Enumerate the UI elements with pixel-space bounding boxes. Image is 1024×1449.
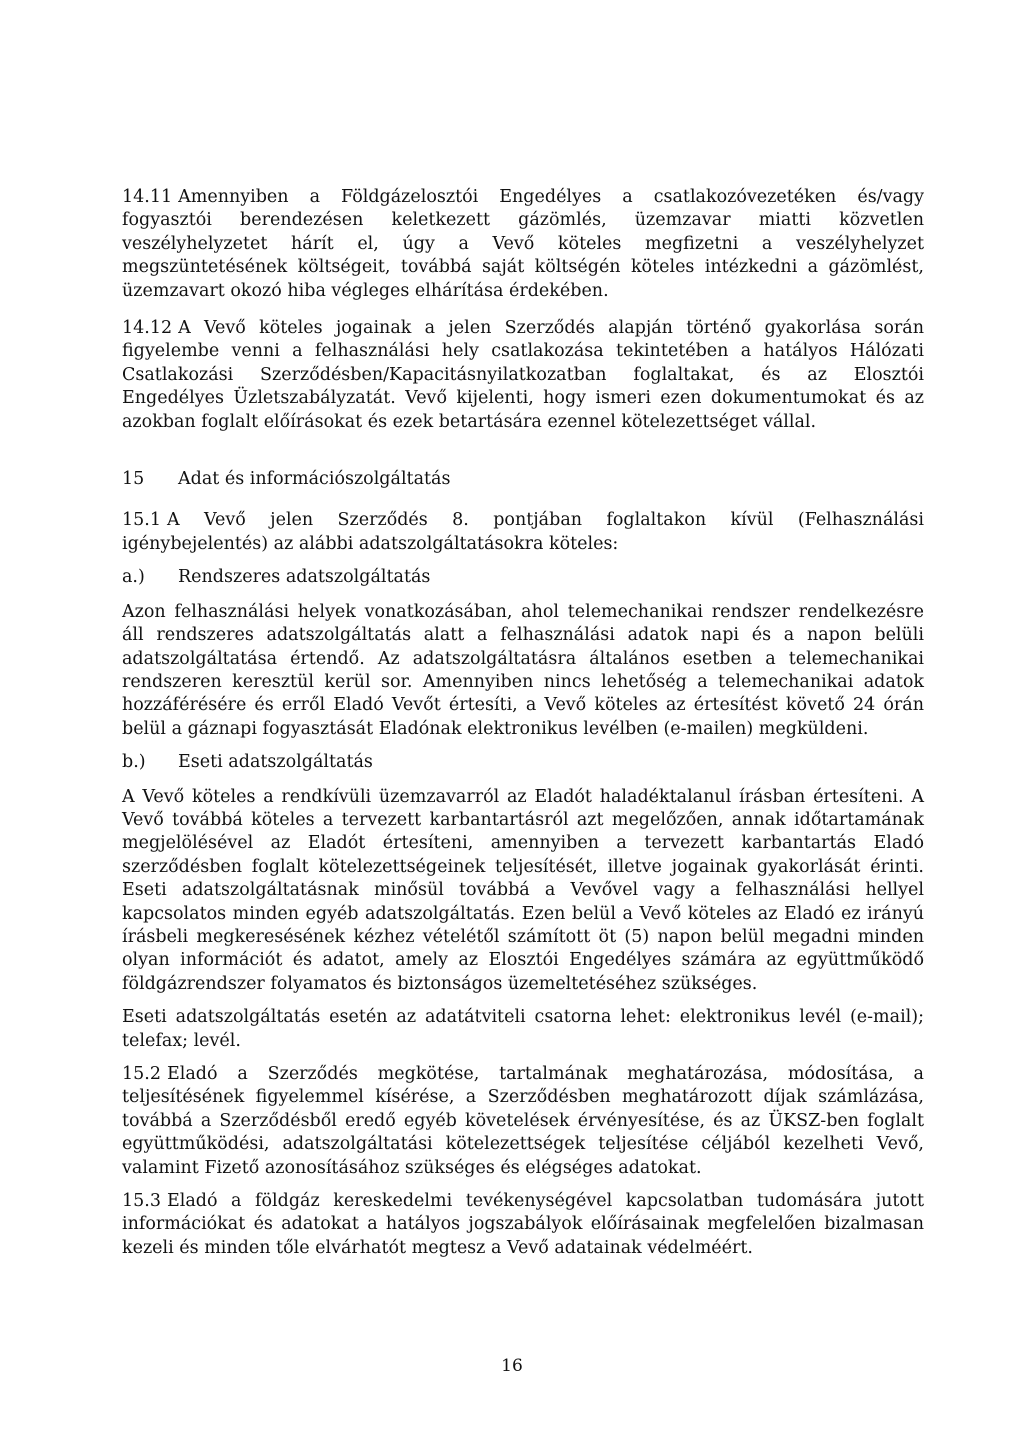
- paragraph-text: Eladó a földgáz kereskedelmi tevékenységével kapcsolatban tudomására jutott információkat és adatokat a hatályos jogszabályok előírásainak megfelelően bizalmasan kezeli és minden tőle elvárhatót megtesz a Vevő adatainak védelméért.: [122, 1191, 924, 1258]
- paragraph-text: A Vevő köteles jogainak a jelen Szerződés alapján történő gyakorlása során figyelembe venni a felhasználási hely csatlakozása tekintetében a hatályos Hálózati Csatlakozási Szerződésben/Kapacitásnyilatkozatban foglaltakat, és az Elosztói Engedélyes Üzletszabályzatát. Vevő kijelenti, hogy ismeri ezen dokumentumokat és az azokban foglalt előírásokat és ezek betartására ezennel kötelezettséget vállal.: [122, 318, 924, 432]
- paragraph-text: A Vevő jelen Szerződés 8. pontjában foglaltakon kívül (Felhasználási igénybejelentés) az alábbi adatszolgáltatásokra köteles:: [122, 510, 924, 554]
- paragraph-number: 15.1: [122, 510, 161, 531]
- paragraph-15-2: [122, 1063, 924, 1180]
- subsection-label: a.): [122, 567, 145, 588]
- paragraph-text: Amennyiben a Földgázelosztói Engedélyes a csatlakozóvezetéken és/vagy fogyasztói berendezésen keletkezett gázömlés, üzemzavar miatti közvetlen veszélyhelyzetet hárít el, úgy a Vevő köteles megfizetni a veszélyhelyzet megszüntetésének költségeit, továbbá saját költségén köteles intézkedni a gázömlést, üzemzavart okozó hiba végleges elhárítása érdekében.: [122, 187, 924, 301]
- section-title: Adat és információszolgáltatás: [178, 469, 451, 490]
- section-heading-15: [122, 468, 924, 491]
- paragraph-15-3: [122, 1190, 924, 1260]
- page-number: 16: [501, 1356, 523, 1376]
- subsection-b-heading: [122, 751, 924, 774]
- subsection-a-heading: [122, 566, 924, 589]
- subsection-title: Rendszeres adatszolgáltatás: [178, 567, 431, 588]
- paragraph-14-12: [122, 317, 924, 434]
- paragraph-14-11: [122, 186, 924, 303]
- subsection-title: Eseti adatszolgáltatás: [178, 752, 373, 773]
- paragraph-text: Eladó a Szerződés megkötése, tartalmának meghatározása, módosítása, a teljesítésének figyelemmel kísérése, a Szerződésben meghatározott díjak számlázása, továbbá a Szerződésből eredő egyéb követelések érvényesítése, és az ÜKSZ-ben foglalt együttműködési, adatszolgáltatási kötelezettségek teljesítése céljából kezelheti Vevő, valamint Fizető azonosításához szükséges és elégséges adatokat.: [122, 1064, 924, 1178]
- paragraph-15-1: [122, 509, 924, 556]
- subsection-a-text: Azon felhasználási helyek vonatkozásában, ahol telemechanikai rendszer rendelkezésre áll rendszeres adatszolgáltatás alatt a felhasználási adatok napi és a napon belüli adatszolgáltatása értendő. Az adatszolgáltatásra általános esetben a telemechanikai rendszeren keresztül kerül sor. Amennyiben nincs lehetőség a telemechanikai adatok hozzáférésére és erről Eladó Vevőt értesíti, a Vevő köteles az értesítést követő 24 órán belül a gáznapi fogyasztását Eladónak elektronikus levélben (e-mailen) megküldeni.: [122, 601, 924, 739]
- document-page: [122, 186, 924, 1270]
- paragraph-number: 14.12: [122, 318, 173, 339]
- paragraph-number: 15.2: [122, 1064, 161, 1084]
- section-number: 15: [122, 469, 145, 490]
- paragraph-number: 15.3: [122, 1191, 161, 1212]
- paragraph-number: 14.11: [122, 187, 173, 207]
- subsection-b-text: A Vevő köteles a rendkívüli üzemzavarról az Eladót haladéktalanul írásban értesíteni. A Vevő továbbá köteles a tervezett karbantartásról azt megelőzően, annak időtartamának megjelölésével az Eladót értesíteni, amennyiben a tervezett karbantartás Eladó szerződésben foglalt kötelezettségeinek teljesítését, illetve jogainak gyakorlását érinti. Eseti adatszolgáltatásnak minősül továbbá a Vevővel vagy a felhasználási hellyel kapcsolatos minden egyéb adatszolgáltatás. Ezen belül a Vevő köteles az Eladó ez irányú írásbeli megkeresésének kézhez vételétől számított öt (5) napon belül megadni minden olyan információt és adatot, amely az Elosztói Engedélyes számára az együttműködő földgázrendszer folyamatos és biztonságos üzemeltetéséhez szükséges.: [122, 786, 924, 994]
- subsection-b-channels: Eseti adatszolgáltatás esetén az adatátviteli csatorna lehet: elektronikus levél (e-mail); telefax; levél.: [122, 1007, 924, 1051]
- subsection-label: b.): [122, 752, 146, 773]
